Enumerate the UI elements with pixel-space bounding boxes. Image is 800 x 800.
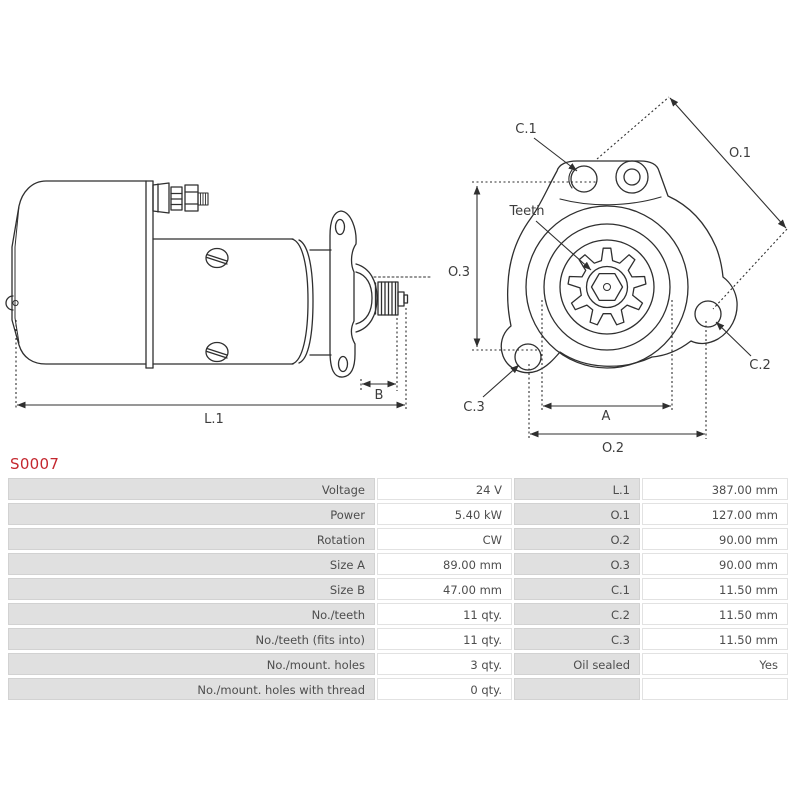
dim-label-c1: C.1: [515, 122, 537, 137]
side-view-drawing: [6, 181, 430, 377]
spec-value-cell: 11 qty.: [377, 628, 512, 650]
spec-value-cell: [642, 678, 788, 700]
spec-value-cell: 90.00 mm: [642, 553, 788, 575]
spec-label-cell: No./teeth (fits into): [8, 628, 375, 650]
spec-table: [8, 478, 788, 700]
spec-value-cell: 127.00 mm: [642, 503, 788, 525]
leader-c2: [716, 322, 751, 356]
spec-label-cell: O.1: [514, 503, 640, 525]
side-view-dimensions: [16, 308, 406, 410]
dim-label-c3: C.3: [463, 400, 485, 415]
dim-label-a: A: [601, 409, 611, 424]
spec-value-cell: 89.00 mm: [377, 553, 512, 575]
dim-label-teeth: Teeth: [509, 204, 545, 219]
leader-c1: [534, 138, 577, 171]
front-view-drawing: [501, 161, 737, 373]
shaft-hex-nut: [592, 274, 623, 301]
spec-label-cell: Oil sealed: [514, 653, 640, 675]
spec-label-cell: Size B: [8, 578, 375, 600]
end-bracket-outline: [501, 161, 737, 373]
dim-label-o2: O.2: [601, 441, 625, 456]
top-bolt: [616, 161, 648, 193]
spec-label-cell: O.3: [514, 553, 640, 575]
spec-value-cell: 387.00 mm: [642, 478, 788, 500]
spec-label-cell: Size A: [8, 553, 375, 575]
spec-value-cell: Yes: [642, 653, 788, 675]
spec-value-cell: 0 qty.: [377, 678, 512, 700]
spec-value-cell: 3 qty.: [377, 653, 512, 675]
mounting-flange: [330, 211, 356, 377]
dim-label-c2: C.2: [749, 358, 771, 373]
spec-label-cell: [514, 678, 640, 700]
spec-value-cell: 11.50 mm: [642, 628, 788, 650]
spec-value-cell: CW: [377, 528, 512, 550]
spec-value-cell: 11.50 mm: [642, 578, 788, 600]
spec-value-cell: 90.00 mm: [642, 528, 788, 550]
product-code: S0007: [10, 455, 60, 473]
mount-hole-c3: [515, 344, 541, 370]
spec-label-cell: L.1: [514, 478, 640, 500]
spec-label-cell: O.2: [514, 528, 640, 550]
spec-label-cell: No./teeth: [8, 603, 375, 625]
motor-rear-cap: [12, 181, 146, 364]
dim-label-b: B: [374, 388, 384, 403]
leader-c3: [483, 365, 519, 397]
spec-label-cell: No./mount. holes: [8, 653, 375, 675]
housing-screw: [206, 343, 228, 362]
housing-screw: [206, 249, 228, 268]
spec-label-cell: Rotation: [8, 528, 375, 550]
spec-label-cell: C.2: [514, 603, 640, 625]
pinion-splines: [378, 282, 408, 315]
dim-label-o3: O.3: [447, 265, 471, 280]
spec-label-cell: Power: [8, 503, 375, 525]
spec-value-cell: 24 V: [377, 478, 512, 500]
spec-label-cell: Voltage: [8, 478, 375, 500]
spec-label-cell: C.1: [514, 578, 640, 600]
terminal-studs: [153, 183, 208, 213]
dim-label-o1: O.1: [728, 146, 752, 161]
spec-value-cell: 11.50 mm: [642, 603, 788, 625]
spec-label-cell: No./mount. holes with thread: [8, 678, 375, 700]
dim-label-l1: L.1: [204, 412, 224, 427]
spec-value-cell: 47.00 mm: [377, 578, 512, 600]
spec-value-cell: 5.40 kW: [377, 503, 512, 525]
spec-label-cell: C.3: [514, 628, 640, 650]
spec-value-cell: 11 qty.: [377, 603, 512, 625]
